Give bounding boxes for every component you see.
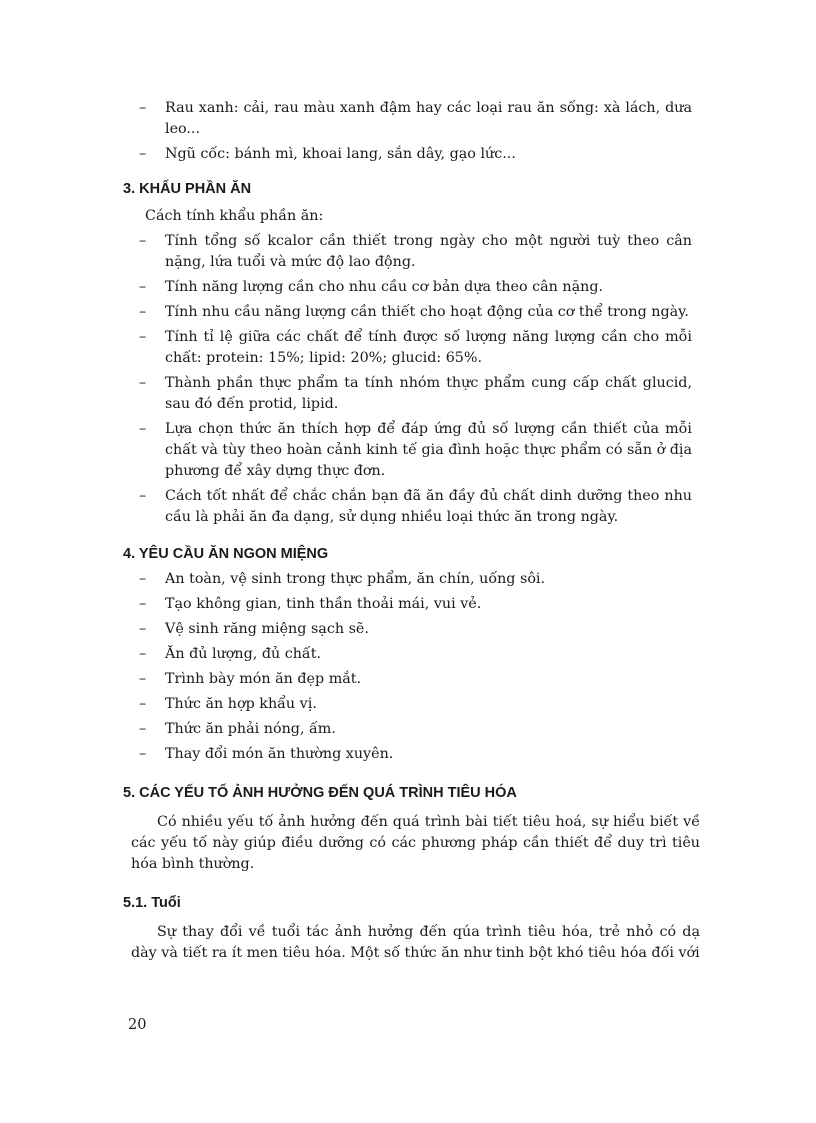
list-item: – Vệ sinh răng miệng sạch sẽ. (139, 619, 692, 640)
dash-marker: – (139, 421, 147, 437)
dash-marker: – (139, 696, 147, 712)
section-5-1-heading: 5.1. Tuổi (123, 895, 181, 911)
dash-marker: – (139, 329, 147, 345)
list-item: – Ăn đủ lượng, đủ chất. (139, 644, 692, 665)
list-item: – Trình bày món ăn đẹp mắt. (139, 669, 692, 690)
section-4-bullet-list (139, 569, 692, 765)
list-item: – Ngũ cốc: bánh mì, khoai lang, sắn dây, gạo lức... (139, 144, 692, 165)
dash-marker: – (139, 233, 147, 249)
dash-marker: – (139, 671, 147, 687)
dash-marker: – (139, 100, 147, 116)
list-item: – Tính tổng số kcalor cần thiết trong ngày cho một người tuỳ theo cân nặng, lứa tuổi và mức độ lao động. (139, 231, 692, 273)
page-content (123, 98, 700, 964)
list-item: – Tính nhu cầu năng lượng cần thiết cho hoạt động của cơ thể trong ngày. (139, 302, 692, 323)
list-item: – Tính năng lượng cần cho nhu cầu cơ bản dựa theo cân nặng. (139, 277, 692, 298)
section-5-1-paragraph: Sự thay đổi về tuổi tác ảnh hưởng đến qúa trình tiêu hóa, trẻ nhỏ có dạ dày và tiết ra ít men tiêu hóa. Một số thức ăn như tinh bột khó tiêu hóa đối với (131, 924, 700, 961)
list-item: – Thay đổi món ăn thường xuyên. (139, 744, 692, 765)
section-4-heading: 4. YÊU CẦU ĂN NGON MIỆNG (123, 546, 329, 562)
dash-marker: – (139, 146, 147, 162)
dash-marker: – (139, 375, 147, 391)
section-3-intro: Cách tính khẩu phần ăn: (145, 208, 324, 224)
dash-marker: – (139, 721, 147, 737)
top-bullet-list (139, 98, 692, 165)
dash-marker: – (139, 571, 147, 587)
list-item: – Tạo không gian, tinh thần thoải mái, vui vẻ. (139, 594, 692, 615)
list-item: – Thức ăn hợp khẩu vị. (139, 694, 692, 715)
section-5-heading: 5. CÁC YẾU TỐ ẢNH HƯỞNG ĐẾN QUÁ TRÌNH TIÊU HÓA (123, 785, 517, 801)
section-3-heading: 3. KHẨU PHẦN ĂN (123, 181, 252, 197)
page-number: 20 (128, 1017, 147, 1033)
list-item: – Lựa chọn thức ăn thích hợp để đáp ứng đủ số lượng cần thiết của mỗi chất và tùy theo hoàn cảnh kinh tế gia đình hoặc thực phẩm có sẵn ở địa phương để xây dựng thực đơn. (139, 419, 692, 482)
section-3-bullet-list (139, 231, 692, 528)
dash-marker: – (139, 646, 147, 662)
dash-marker: – (139, 304, 147, 320)
dash-marker: – (139, 596, 147, 612)
dash-marker: – (139, 746, 147, 762)
list-item: – Tính tỉ lệ giữa các chất để tính được số lượng năng lượng cần cho mỗi chất: protein: 15%; lipid: 20%; glucid: 65%. (139, 327, 692, 369)
list-item: – Thức ăn phải nóng, ấm. (139, 719, 692, 740)
list-item: – Rau xanh: cải, rau màu xanh đậm hay các loại rau ăn sống: xà lách, dưa leo... (139, 98, 692, 140)
list-item: – An toàn, vệ sinh trong thực phẩm, ăn chín, uống sôi. (139, 569, 692, 590)
list-item: – Cách tốt nhất để chắc chắn bạn đã ăn đầy đủ chất dinh dưỡng theo nhu cầu là phải ăn đa dạng, sử dụng nhiều loại thức ăn trong ngày. (139, 486, 692, 528)
section-5-paragraph: Có nhiều yếu tố ảnh hưởng đến quá trình bài tiết tiêu hoá, sự hiểu biết về các yếu tố này giúp điều dưỡng có các phương pháp cần thiết để duy trì tiêu hóa bình thường. (131, 814, 700, 872)
dash-marker: – (139, 621, 147, 637)
list-item: – Thành phần thực phẩm ta tính nhóm thực phẩm cung cấp chất glucid, sau đó đến protid, lipid. (139, 373, 692, 415)
dash-marker: – (139, 488, 147, 504)
dash-marker: – (139, 279, 147, 295)
